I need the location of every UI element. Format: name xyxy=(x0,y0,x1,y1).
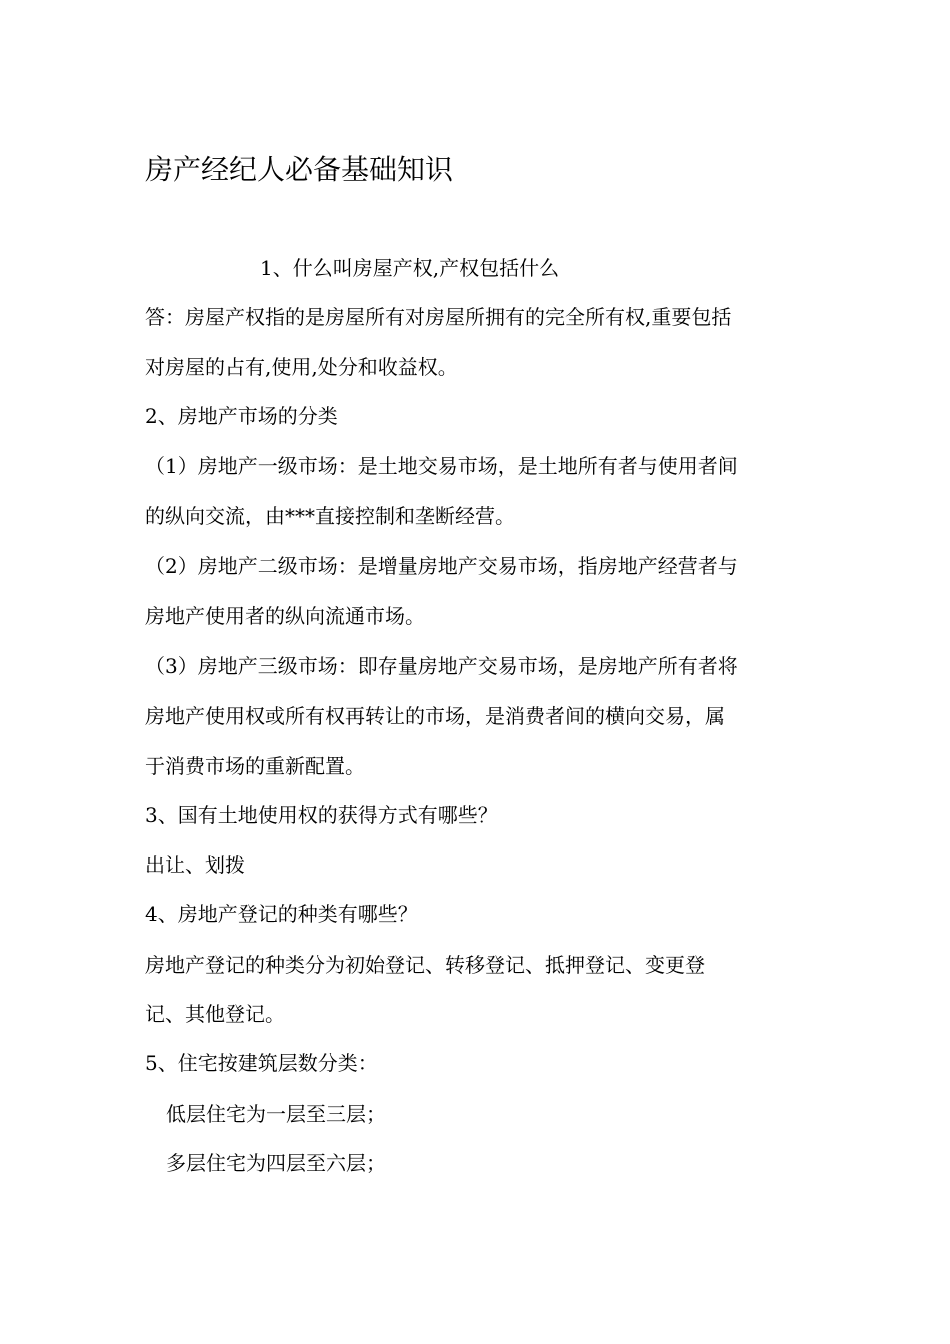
answer-2-item-2-line-2: 房地产使用者的纵向流通市场。 xyxy=(145,604,425,628)
question-3-heading: 3、国有土地使用权的获得方式有哪些？ xyxy=(145,803,498,827)
answer-2-item-2-line-1: （2）房地产二级市场：是增量房地产交易市场，指房地产经营者与 xyxy=(145,554,738,578)
answer-1-line-1: 答：房屋产权指的是房屋所有对房屋所拥有的完全所有权,重要包括 xyxy=(145,305,732,329)
question-2-heading: 2、房地产市场的分类 xyxy=(145,404,338,428)
answer-2-item-3-line-1: （3）房地产三级市场：即存量房地产交易市场，是房地产所有者将 xyxy=(145,654,738,678)
question-1-heading: 1、什么叫房屋产权,产权包括什么 xyxy=(260,256,560,280)
answer-4-line-2: 记、其他登记。 xyxy=(145,1002,285,1026)
answer-2-item-3-line-2: 房地产使用权或所有权再转让的市场，是消费者间的横向交易，属 xyxy=(145,704,725,728)
question-4-heading: 4、房地产登记的种类有哪些？ xyxy=(145,902,418,926)
answer-3-line-1: 出让、划拨 xyxy=(145,853,245,877)
answer-2-item-1-line-2: 的纵向交流，由***直接控制和垄断经营。 xyxy=(145,504,515,528)
document-title: 房产经纪人必备基础知识 xyxy=(145,153,454,186)
answer-1-line-2: 对房屋的占有,使用,处分和收益权。 xyxy=(145,355,458,379)
answer-2-item-3-line-3: 于消费市场的重新配置。 xyxy=(145,754,365,778)
question-5-heading: 5、住宅按建筑层数分类： xyxy=(145,1051,378,1075)
answer-5-line-1: 低层住宅为一层至三层； xyxy=(166,1102,386,1126)
answer-4-line-1: 房地产登记的种类分为初始登记、转移登记、抵押登记、变更登 xyxy=(145,953,705,977)
answer-2-item-1-line-1: （1）房地产一级市场：是土地交易市场，是土地所有者与使用者间 xyxy=(145,454,738,478)
answer-5-line-2: 多层住宅为四层至六层； xyxy=(166,1151,386,1175)
